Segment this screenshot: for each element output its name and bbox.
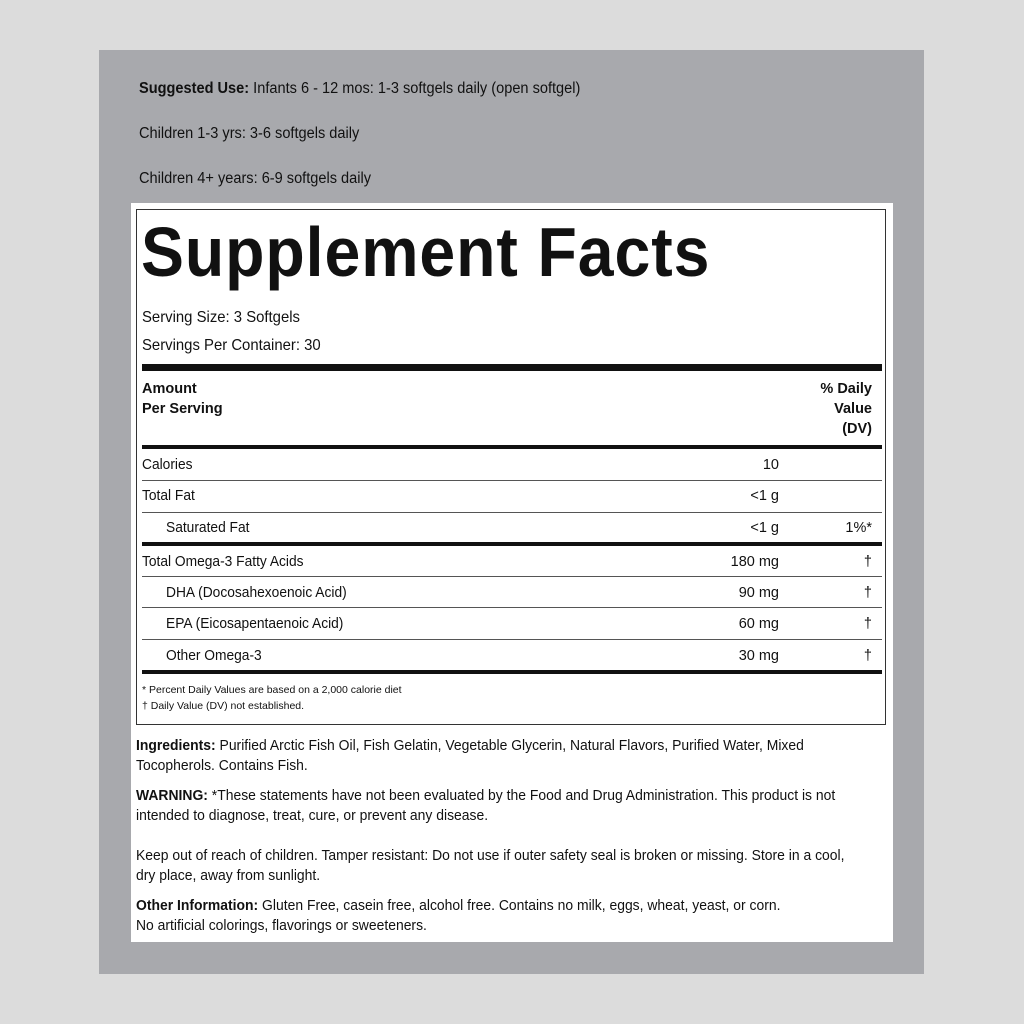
nutrient-amount: <1 g [750, 488, 779, 504]
warning [136, 786, 856, 826]
ingredients-label: Ingredients: [136, 738, 216, 754]
nutrient-row-other-omega-3 [142, 640, 882, 671]
nutrient-row-omega-3 [142, 546, 882, 577]
warning-text: *These statements have not been evaluated by the Food and Drug Administration. This product is not intended to diagnose, treat, cure, or prevent any disease. [136, 788, 836, 824]
nutrient-row-dha [142, 577, 882, 608]
nutrient-amount: 60 mg [738, 616, 779, 632]
suggested-use-line-2: Children 1-3 yrs: 3-6 softgels daily [139, 125, 360, 142]
dv-header-line-1: % Daily [820, 381, 872, 397]
serving-size: Serving Size: 3 Softgels [142, 309, 300, 326]
ingredients [136, 736, 856, 776]
nutrient-name: EPA (Eicosapentaenoic Acid) [166, 616, 344, 632]
nutrient-row-saturated-fat [142, 512, 882, 543]
other-information [136, 896, 856, 936]
suggested-use-line-3: Children 4+ years: 6-9 softgels daily [139, 170, 372, 187]
facts-title: Supplement Facts [141, 213, 711, 291]
warning-label: WARNING: [136, 788, 208, 804]
nutrient-dv: 1%* [845, 520, 872, 536]
other-information-line-1: Gluten Free, casein free, alcohol free. Contains no milk, eggs, wheat, yeast, or corn. [262, 898, 781, 914]
ingredients-text: Purified Arctic Fish Oil, Fish Gelatin, Vegetable Glycerin, Natural Flavors, Purified Water, Mixed Tocopherols. Contains Fish. [136, 738, 804, 774]
servings-per-container: Servings Per Container: 30 [142, 337, 321, 354]
amount-header-line-1: Amount [142, 381, 197, 397]
amount-header [142, 379, 223, 419]
nutrient-amount: <1 g [750, 520, 779, 536]
other-information-label: Other Information: [136, 898, 259, 914]
suggested-use-line-1 [139, 80, 580, 98]
amount-header-line-2: Per Serving [142, 401, 223, 417]
nutrient-row-calories [142, 449, 882, 480]
nutrient-amount: 90 mg [738, 585, 779, 601]
daily-value-header [820, 379, 872, 439]
nutrient-dv: † [863, 585, 872, 601]
nutrient-amount: 10 [762, 457, 779, 473]
nutrient-name: Calories [142, 457, 193, 473]
nutrient-name: Total Omega-3 Fatty Acids [142, 554, 304, 570]
dv-header-line-3: (DV) [842, 421, 872, 437]
nutrient-dv: † [863, 616, 872, 632]
other-information-line-2: No artificial colorings, flavorings or sweeteners. [136, 918, 427, 934]
dv-header-line-2: Value [834, 401, 872, 417]
nutrient-amount: 30 mg [738, 648, 779, 664]
nutrient-name: Total Fat [142, 488, 195, 504]
nutrient-row-epa [142, 608, 882, 639]
footnote-daily-values: * Percent Daily Values are based on a 2,000 calorie diet [142, 684, 402, 696]
suggested-use-label: Suggested Use: [139, 80, 250, 97]
thick-rule-bottom [142, 670, 882, 674]
nutrient-name: Saturated Fat [166, 520, 250, 536]
nutrient-row-total-fat [142, 480, 882, 511]
thick-rule-top [142, 364, 882, 371]
nutrient-name: Other Omega-3 [166, 648, 262, 664]
suggested-use-infants: Infants 6 - 12 mos: 1-3 softgels daily (open softgel) [253, 80, 581, 97]
nutrient-dv: † [863, 648, 872, 664]
storage-instructions: Keep out of reach of children. Tamper resistant: Do not use if outer safety seal is broken or missing. Store in a cool, dry place, away from sunlight. [136, 848, 845, 884]
nutrient-dv: † [863, 554, 872, 570]
footnote-dv-not-established: † Daily Value (DV) not established. [142, 700, 305, 712]
nutrient-name: DHA (Docosahexoenoic Acid) [166, 585, 347, 601]
nutrient-amount: 180 mg [730, 554, 779, 570]
